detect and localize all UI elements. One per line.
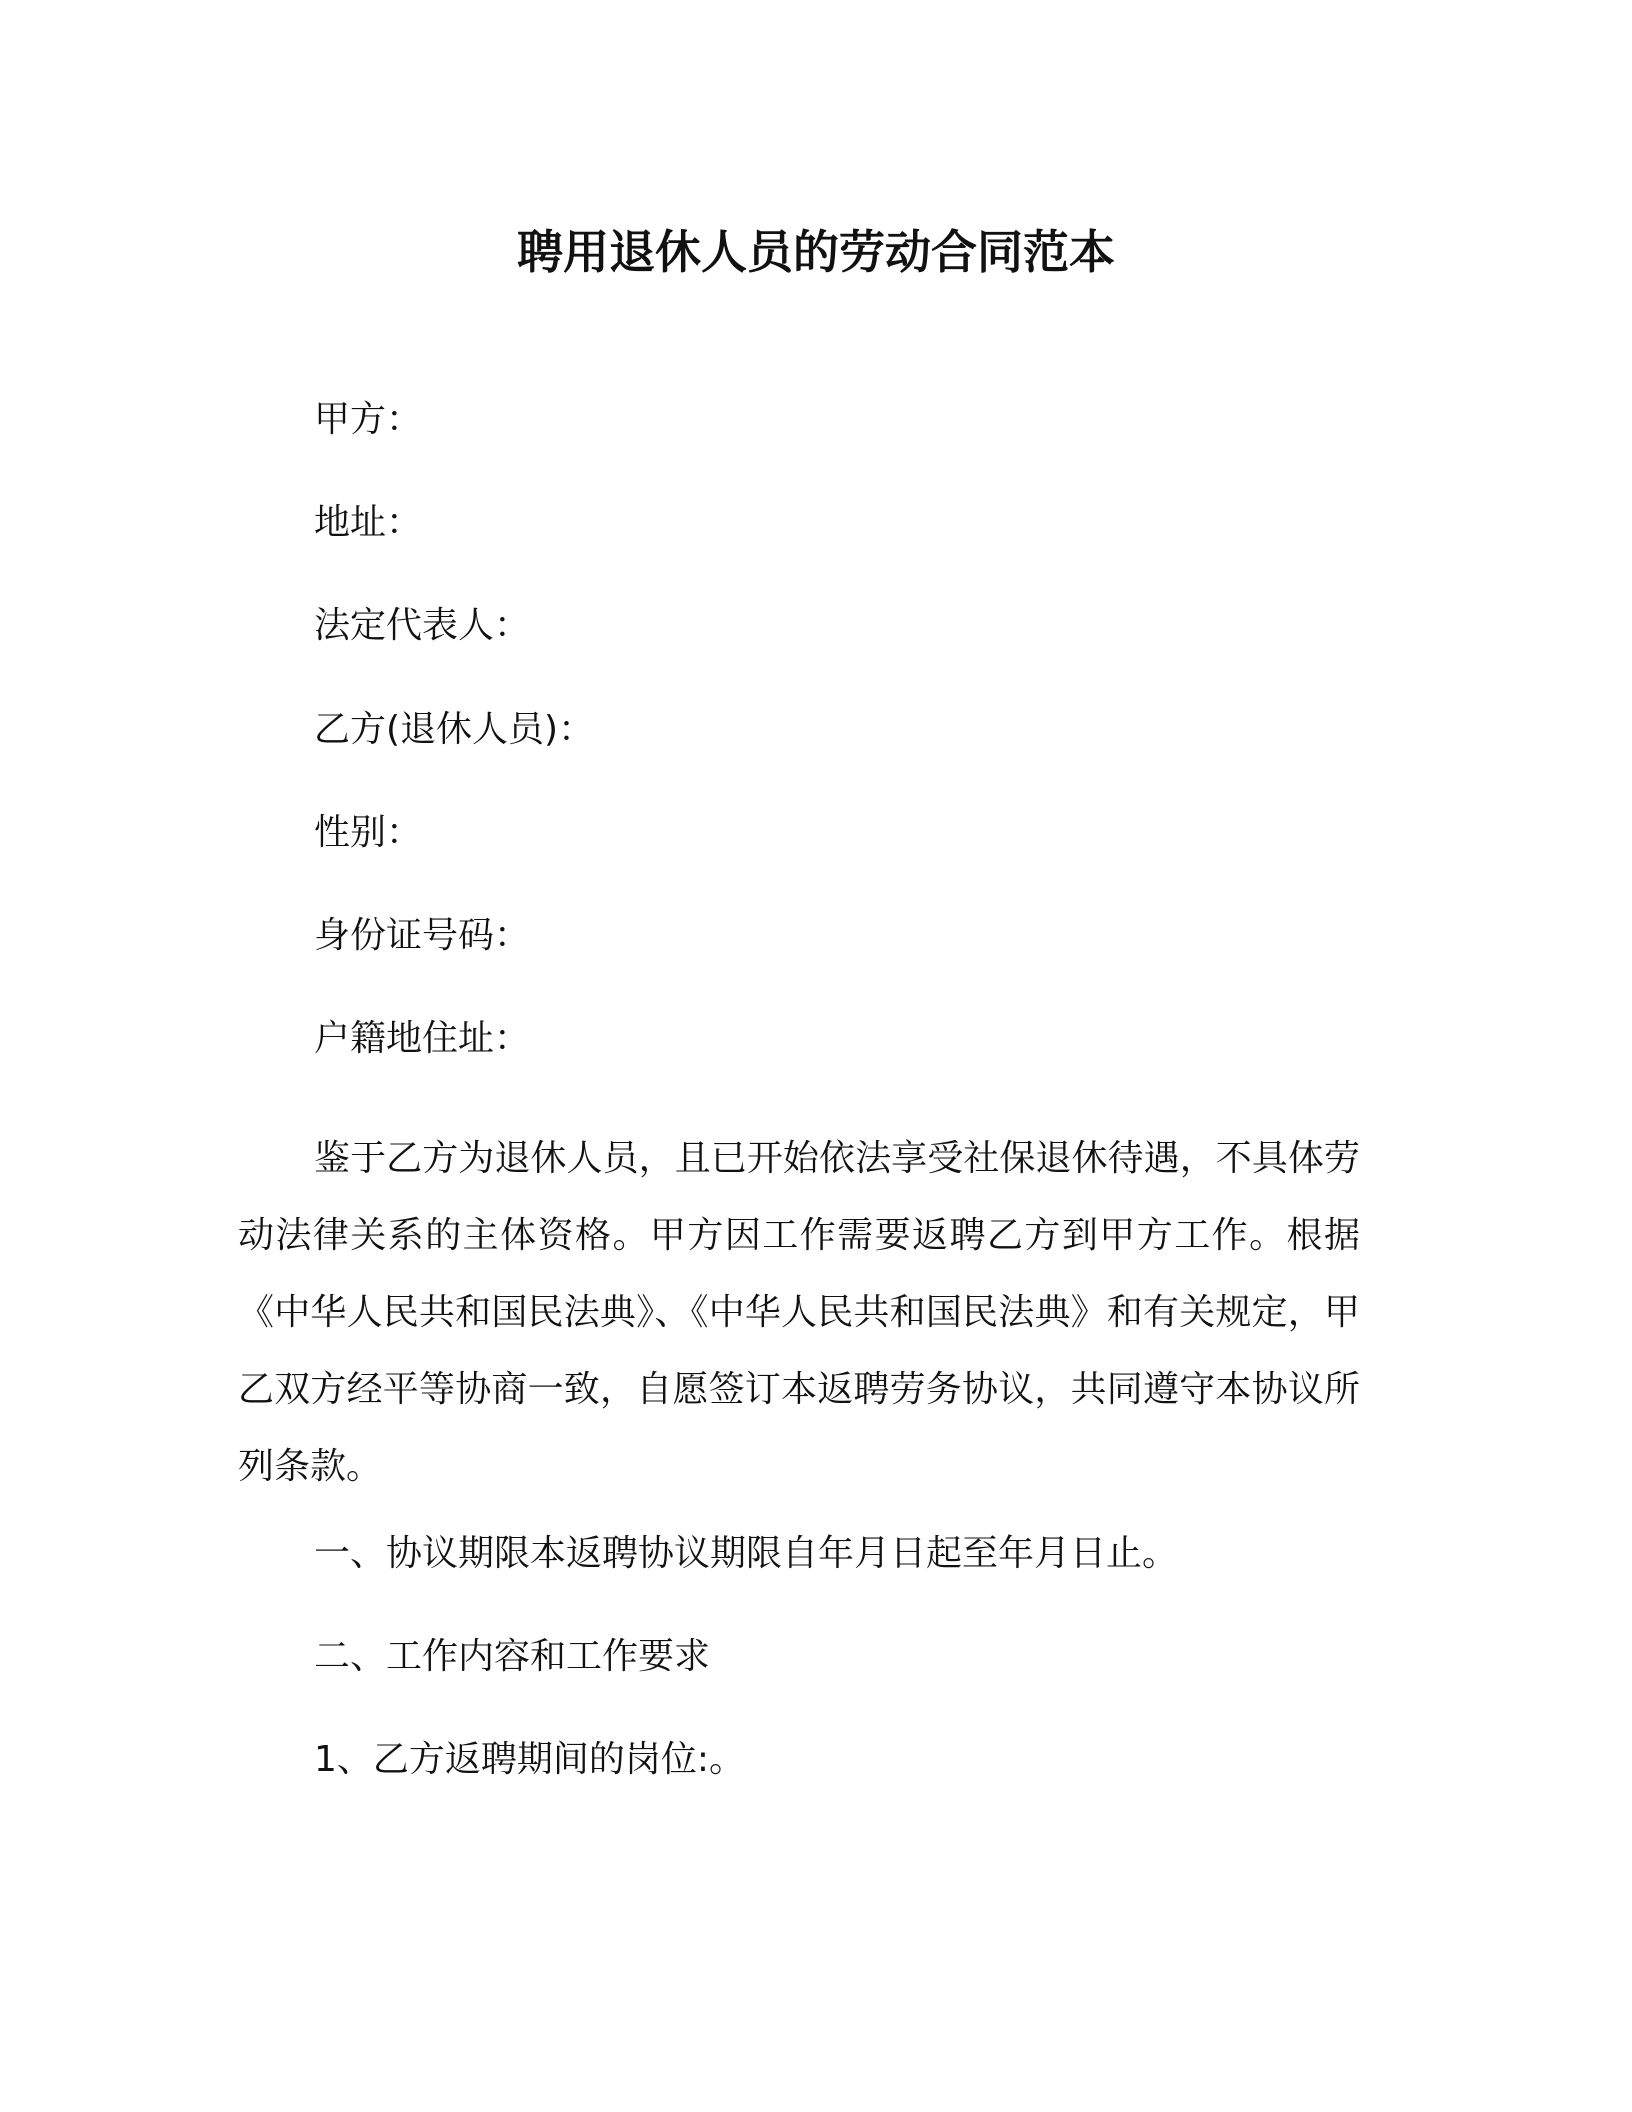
party-b-field: 乙方(退休人员)： — [314, 709, 595, 750]
preamble-paragraph: 鉴于乙方为退休人员，且已开始依法享受社保退休待遇，不具体劳动法律关系的主体资格。甲方因工作需要返聘乙方到甲方工作。根据《中华人民共和国民法典》、《中华人民共和国民法典》和有关规定，甲乙双方经平等协商一致，自愿签订本返聘劳务协议，共同遵守本协议所列条款。 — [238, 1138, 1360, 1487]
clause-term: 一、协议期限本返聘协议期限自年月日起至年月日止。 — [314, 1533, 1179, 1574]
clause-work-content-heading: 二、工作内容和工作要求 — [314, 1636, 711, 1677]
household-address-field: 户籍地住址： — [314, 1018, 531, 1059]
address-field: 地址： — [314, 502, 423, 543]
legal-representative-field: 法定代表人： — [314, 605, 531, 646]
gender-field: 性别： — [314, 812, 423, 853]
party-a-field: 甲方： — [314, 399, 423, 440]
id-number-field: 身份证号码： — [314, 915, 531, 956]
document-title: 聘用退休人员的劳动合同范本 — [517, 225, 1115, 279]
clause-position: 1、乙方返聘期间的岗位:。 — [314, 1739, 746, 1780]
